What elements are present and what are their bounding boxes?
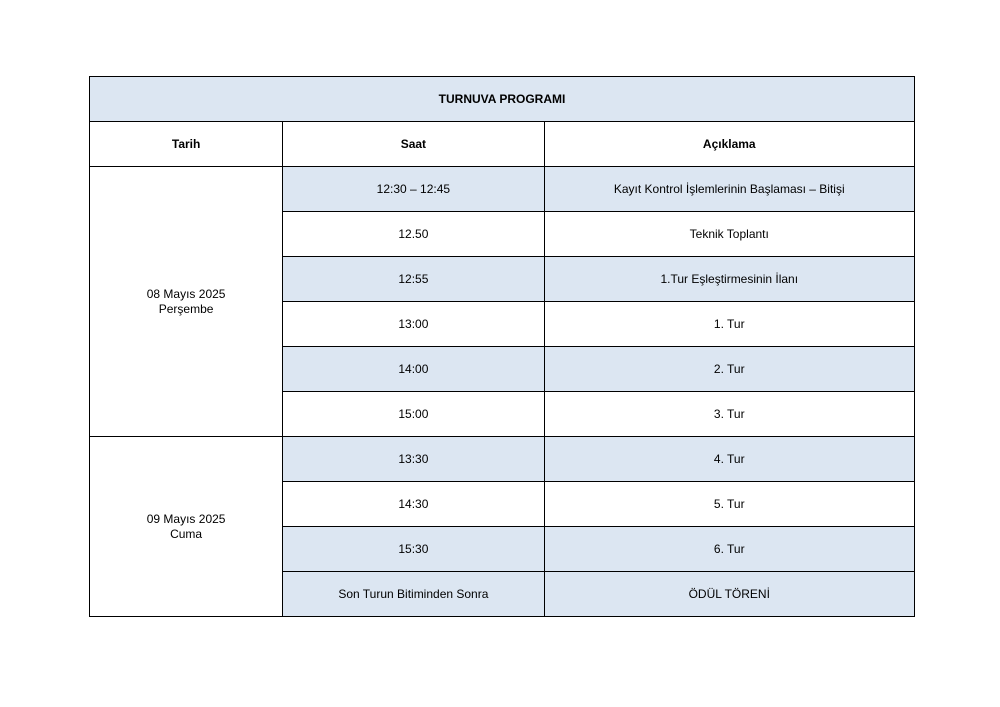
time-cell: 14:30: [283, 482, 544, 527]
title-row: [90, 77, 915, 122]
description-cell: 3. Tur: [544, 392, 914, 437]
weekday-text: Cuma: [170, 526, 203, 541]
time-cell: 13:00: [283, 302, 544, 347]
weekday-text: Perşembe: [158, 301, 214, 316]
description-cell: 6. Tur: [544, 527, 914, 572]
date-cell: [90, 437, 283, 617]
time-cell: 15:30: [283, 527, 544, 572]
table-row: [90, 437, 915, 482]
date-text: 08 Mayıs 2025: [146, 286, 226, 301]
time-cell: 12.50: [283, 212, 544, 257]
description-cell: 1.Tur Eşleştirmesinin İlanı: [544, 257, 914, 302]
description-cell: ÖDÜL TÖRENİ: [544, 572, 914, 617]
table-title: TURNUVA PROGRAMI: [90, 77, 915, 122]
header-description: Açıklama: [544, 122, 914, 167]
time-cell: 14:00: [283, 347, 544, 392]
description-cell: Kayıt Kontrol İşlemlerinin Başlaması – Bitişi: [544, 167, 914, 212]
table-row: [90, 167, 915, 212]
description-cell: 2. Tur: [544, 347, 914, 392]
time-cell: 15:00: [283, 392, 544, 437]
header-row: [90, 122, 915, 167]
time-cell: 12:55: [283, 257, 544, 302]
header-time: Saat: [283, 122, 544, 167]
time-cell: 12:30 – 12:45: [283, 167, 544, 212]
description-cell: 1. Tur: [544, 302, 914, 347]
description-cell: 5. Tur: [544, 482, 914, 527]
date-text: 09 Mayıs 2025: [146, 511, 226, 526]
header-date: Tarih: [90, 122, 283, 167]
time-cell: 13:30: [283, 437, 544, 482]
description-cell: Teknik Toplantı: [544, 212, 914, 257]
tournament-schedule-table: [89, 76, 915, 617]
time-cell: Son Turun Bitiminden Sonra: [283, 572, 544, 617]
date-cell: [90, 167, 283, 437]
description-cell: 4. Tur: [544, 437, 914, 482]
